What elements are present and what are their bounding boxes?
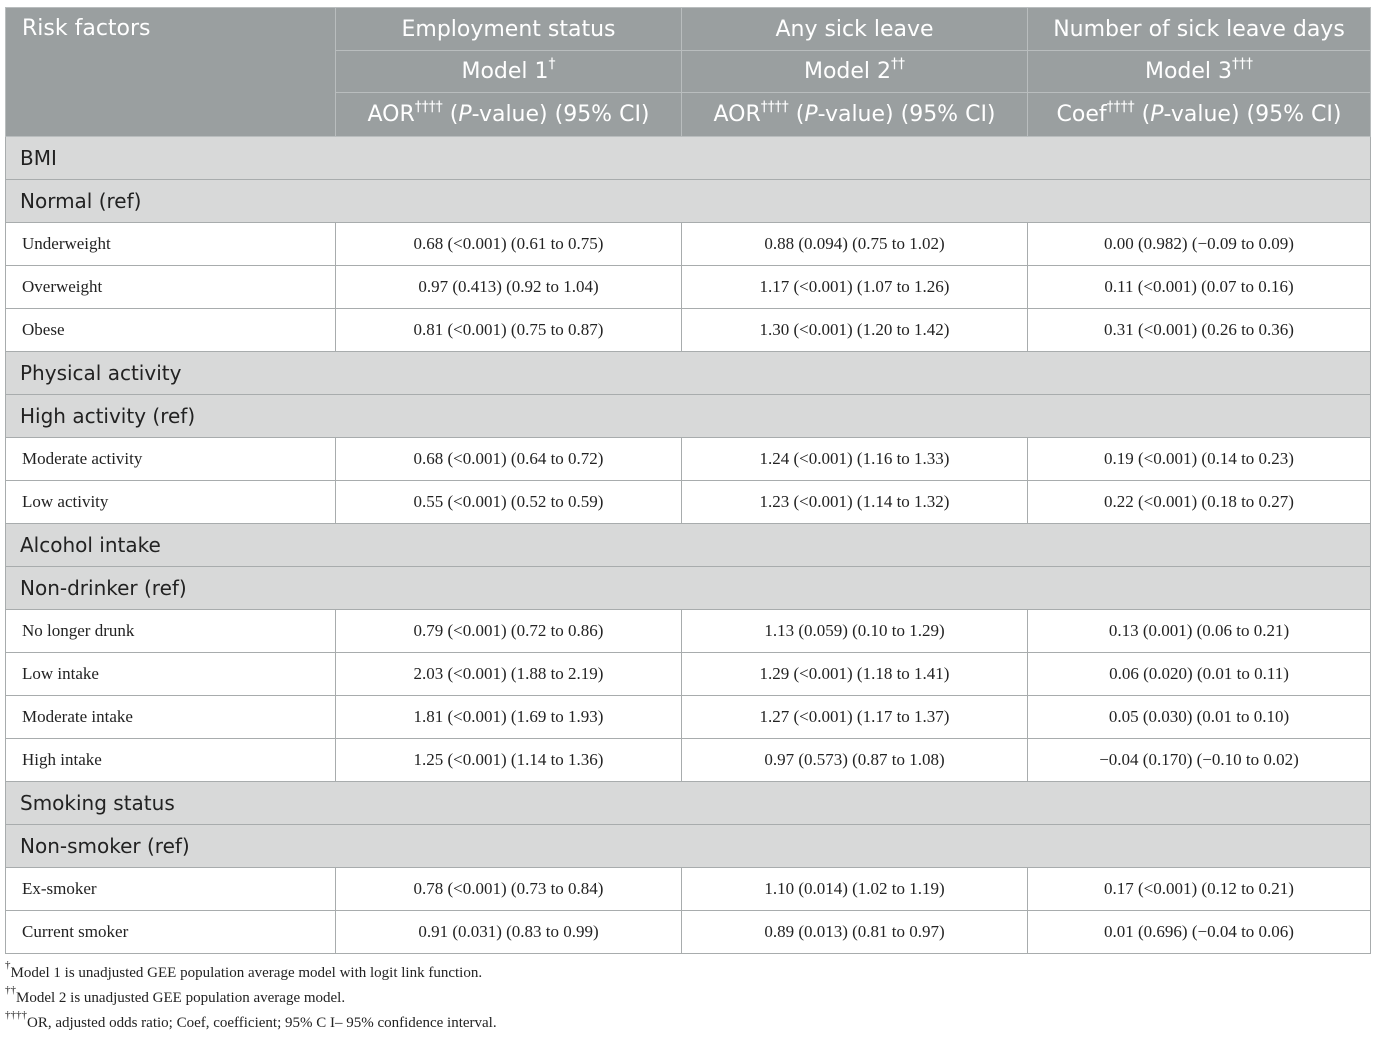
header-model-2: Model 2††	[682, 51, 1028, 93]
table-cell: 1.10 (0.014) (1.02 to 1.19)	[682, 868, 1028, 911]
section-row	[6, 352, 1371, 395]
table-cell: 0.68 (<0.001) (0.64 to 0.72)	[336, 438, 682, 481]
table-cell: 0.00 (0.982) (−0.09 to 0.09)	[1028, 223, 1371, 266]
table-cell: 0.11 (<0.001) (0.07 to 0.16)	[1028, 266, 1371, 309]
reference-row	[6, 180, 1371, 223]
row-label: Low intake	[6, 653, 336, 696]
section-title: BMI	[6, 137, 1371, 180]
table-header	[6, 8, 1371, 137]
section-row	[6, 137, 1371, 180]
row-label: Moderate intake	[6, 696, 336, 739]
reference-label: Non-smoker (ref)	[6, 825, 1371, 868]
table-cell: 0.97 (0.573) (0.87 to 1.08)	[682, 739, 1028, 782]
table-row	[6, 696, 1371, 739]
table-cell: 0.78 (<0.001) (0.73 to 0.84)	[336, 868, 682, 911]
table-cell: 0.89 (0.013) (0.81 to 0.97)	[682, 911, 1028, 954]
footnote-marker: †	[5, 959, 11, 971]
header-model-3: Model 3†††	[1028, 51, 1371, 93]
table-cell: 1.24 (<0.001) (1.16 to 1.33)	[682, 438, 1028, 481]
row-label: Ex-smoker	[6, 868, 336, 911]
row-label: No longer drunk	[6, 610, 336, 653]
row-label: Moderate activity	[6, 438, 336, 481]
header-any-sick-leave: Any sick leave	[682, 8, 1028, 51]
table-row	[6, 438, 1371, 481]
table-cell: 1.13 (0.059) (0.10 to 1.29)	[682, 610, 1028, 653]
table-cell: 1.23 (<0.001) (1.14 to 1.32)	[682, 481, 1028, 524]
table-cell: 2.03 (<0.001) (1.88 to 2.19)	[336, 653, 682, 696]
footnote-marker: ††††	[5, 1009, 27, 1021]
table-cell: 0.13 (0.001) (0.06 to 0.21)	[1028, 610, 1371, 653]
reference-row	[6, 567, 1371, 610]
reference-label: High activity (ref)	[6, 395, 1371, 438]
table-row	[6, 223, 1371, 266]
table-row	[6, 610, 1371, 653]
footnote	[5, 1011, 1370, 1036]
table-cell: 0.81 (<0.001) (0.75 to 0.87)	[336, 309, 682, 352]
table-row	[6, 309, 1371, 352]
footnote-text: Model 2 is unadjusted GEE population average model.	[16, 990, 346, 1006]
table-cell: 0.68 (<0.001) (0.61 to 0.75)	[336, 223, 682, 266]
table-cell: 1.27 (<0.001) (1.17 to 1.37)	[682, 696, 1028, 739]
section-title: Alcohol intake	[6, 524, 1371, 567]
table-cell: 0.22 (<0.001) (0.18 to 0.27)	[1028, 481, 1371, 524]
table-cell: 1.25 (<0.001) (1.14 to 1.36)	[336, 739, 682, 782]
table-cell: 0.06 (0.020) (0.01 to 0.11)	[1028, 653, 1371, 696]
footnote	[5, 986, 1370, 1011]
table-cell: 0.31 (<0.001) (0.26 to 0.36)	[1028, 309, 1371, 352]
section-row	[6, 782, 1371, 825]
table-row	[6, 653, 1371, 696]
footnote-text: Model 1 is unadjusted GEE population average model with logit link function.	[10, 965, 483, 981]
header-risk-factors: Risk factors	[6, 8, 336, 137]
table-row	[6, 868, 1371, 911]
reference-label: Normal (ref)	[6, 180, 1371, 223]
table-cell: 1.17 (<0.001) (1.07 to 1.26)	[682, 266, 1028, 309]
header-model-1: Model 1†	[336, 51, 682, 93]
section-title: Smoking status	[6, 782, 1371, 825]
table-cell: 0.97 (0.413) (0.92 to 1.04)	[336, 266, 682, 309]
table-row	[6, 481, 1371, 524]
header-employment-status: Employment status	[336, 8, 682, 51]
table-cell: 0.05 (0.030) (0.01 to 0.10)	[1028, 696, 1371, 739]
row-label: Underweight	[6, 223, 336, 266]
table-cell: 0.79 (<0.001) (0.72 to 0.86)	[336, 610, 682, 653]
header-stat-1: AOR†††† (P-value) (95% CI)	[336, 93, 682, 137]
table-cell: 0.01 (0.696) (−0.04 to 0.06)	[1028, 911, 1371, 954]
table-cell: 0.91 (0.031) (0.83 to 0.99)	[336, 911, 682, 954]
footnote-text: OR, adjusted odds ratio; Coef, coefficient; 95% C I– 95% confidence interval.	[27, 1015, 497, 1031]
table-row	[6, 739, 1371, 782]
table-cell: −0.04 (0.170) (−0.10 to 0.02)	[1028, 739, 1371, 782]
footnote-marker: ††	[5, 984, 16, 996]
table-cell: 0.17 (<0.001) (0.12 to 0.21)	[1028, 868, 1371, 911]
row-label: Obese	[6, 309, 336, 352]
section-title: Physical activity	[6, 352, 1371, 395]
row-label: Current smoker	[6, 911, 336, 954]
table-cell: 1.29 (<0.001) (1.18 to 1.41)	[682, 653, 1028, 696]
table-cell: 0.88 (0.094) (0.75 to 1.02)	[682, 223, 1028, 266]
table-cell: 0.19 (<0.001) (0.14 to 0.23)	[1028, 438, 1371, 481]
reference-row	[6, 825, 1371, 868]
header-sick-leave-days: Number of sick leave days	[1028, 8, 1371, 51]
row-label: Overweight	[6, 266, 336, 309]
reference-row	[6, 395, 1371, 438]
table-cell: 0.55 (<0.001) (0.52 to 0.59)	[336, 481, 682, 524]
row-label: Low activity	[6, 481, 336, 524]
row-label: High intake	[6, 739, 336, 782]
section-row	[6, 524, 1371, 567]
footnotes	[5, 961, 1370, 1036]
table-body	[6, 137, 1371, 954]
risk-factors-table	[5, 7, 1371, 954]
table-cell: 1.81 (<0.001) (1.69 to 1.93)	[336, 696, 682, 739]
header-stat-3: Coef†††† (P-value) (95% CI)	[1028, 93, 1371, 137]
reference-label: Non-drinker (ref)	[6, 567, 1371, 610]
footnote	[5, 961, 1370, 986]
results-table-document	[5, 7, 1370, 1036]
table-row	[6, 911, 1371, 954]
table-cell: 1.30 (<0.001) (1.20 to 1.42)	[682, 309, 1028, 352]
header-stat-2: AOR†††† (P-value) (95% CI)	[682, 93, 1028, 137]
table-row	[6, 266, 1371, 309]
